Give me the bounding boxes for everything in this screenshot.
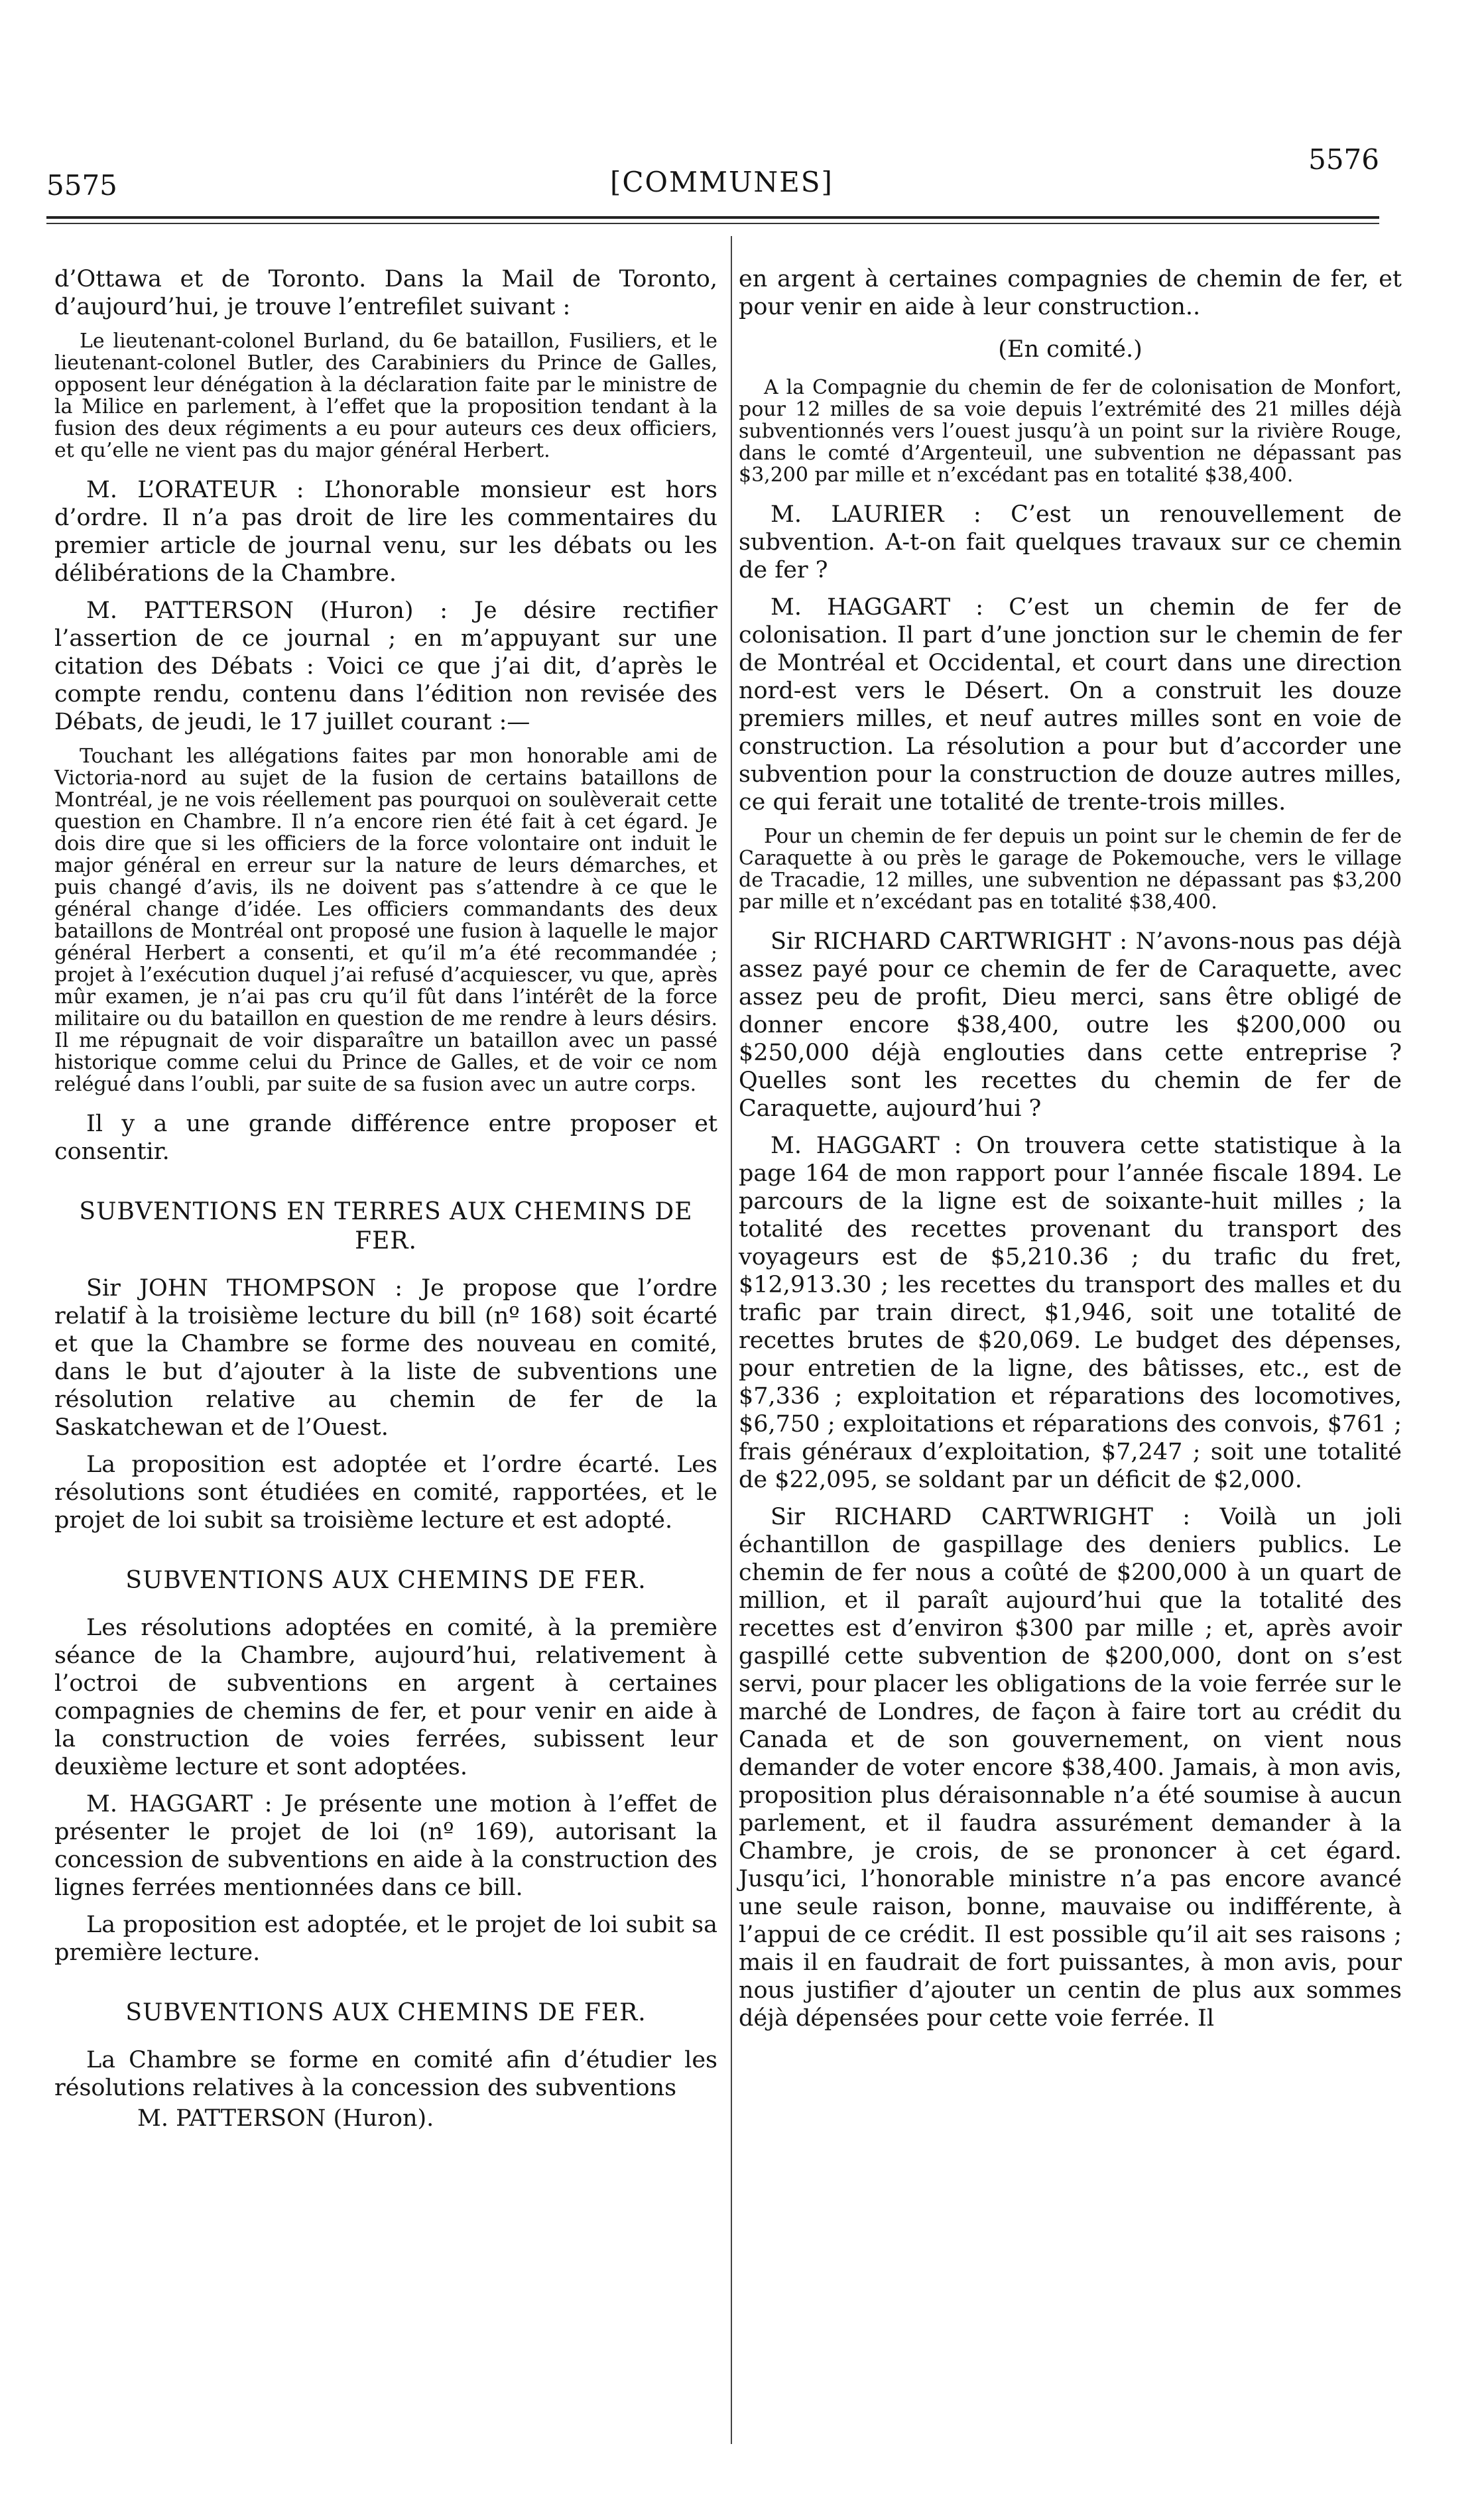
paragraph: La Chambre se forme en comité afin d’étudier les résolutions relatives à la concession des subventions — [54, 2047, 717, 2101]
section-heading: SUBVENTIONS EN TERRES AUX CHEMINS DE FER. — [79, 1198, 693, 1255]
paragraph-speaker: M. HAGGART : Je présente une motion à l’effet de présenter le projet de loi (nº 169), autorisant la concession de subventions en aide à la construction des lignes ferrées mentionnées dans ce bill. — [54, 1791, 717, 1901]
section-heading: SUBVENTIONS AUX CHEMINS DE FER. — [125, 1567, 647, 1594]
committee-note: (En comité.) — [998, 336, 1143, 363]
paragraph-speaker: Sir JOHN THOMPSON : Je propose que l’ordre relatif à la troisième lecture du bill (nº 168) soit écarté et que la Chambre se forme des nouveau en comité, dans le but d’ajouter à la liste de subventions une résolution relative au chemin de fer de la Saskatchewan et de l’Ouest. — [54, 1275, 717, 1441]
left-column — [54, 265, 717, 2142]
paragraph: La proposition est adoptée et l’ordre écarté. Les résolutions sont étudiées en comité, rapportées, et le projet de loi subit sa troisième lecture et est adopté. — [54, 1451, 717, 1534]
paragraph: Les résolutions adoptées en comité, à la première séance de la Chambre, aujourd’hui, relativement à l’octroi de subventions en argent à certaines compagnies de chemins de fer, et pour venir en aide à la construction de voies ferrées, subissent leur deuxième lecture et sont adoptées. — [54, 1615, 717, 1780]
paragraph-speaker: Sir RICHARD CARTWRIGHT : N’avons-nous pas déjà assez payé pour ce chemin de fer de Caraquette, avec assez peu de profit, Dieu merci, sans être obligé de donner encore $38,400, outre les $200,000 ou $250,000 déjà englouties dans cette entreprise ? Quelles sont les recettes du chemin de fer de Caraquette, aujourd’hui ? — [739, 928, 1402, 1122]
resolution-excerpt: A la Compagnie du chemin de fer de colonisation de Monfort, pour 12 milles de sa voie depuis l’extrémité des 21 milles déjà subventionnés vers l’ouest jusqu’à un point sur la rivière Rouge, dans le comté d’Argenteuil, une subvention ne dépassant pas $3,200 par mille et n’excédant pas en totalité $38,400. — [739, 376, 1402, 487]
paragraph: La proposition est adoptée, et le projet de loi subit sa première lecture. — [54, 1912, 717, 1966]
paragraph-speaker: Sir RICHARD CARTWRIGHT : Voilà un joli échantillon de gaspillage des deniers publics. Le chemin de fer nous a coûté de $200,000 à un quart de million, et il paraît aujourd’hui que la totalité des recettes est d’environ $300 par mille ; et, après avoir gaspillé cette subvention de $200,000, dont on s’est servi, pour placer les obligations de la voie ferrée sur le marché de Londres, de façon à faire tort au crédit du Canada et de son gouvernement, on vient nous demander de voter encore $38,400. Jamais, à mon avis, proposition plus déraisonnable n’a été soumise à aucun parlement, et il faudra assurément demander à la Chambre, je crois, de se prononcer à cet égard. Jusqu’ici, l’honorable ministre n’a pas encore avancé une seule raison, bonne, mauvaise ou indifférente, à l’appui de ce crédit. Il est possible qu’il ait ses raisons ; mais il en faudrait de fort puissantes, à mon avis, pour nous justifier d’ajouter un centin de plus aux sommes déjà dépensées pour cette voie ferrée. Il — [739, 1504, 1402, 2032]
paragraph: Il y a une grande différence entre proposer et consentir. — [54, 1111, 717, 1165]
paragraph-speaker: M. LAURIER : C’est un renouvellement de subvention. A-t-on fait quelques travaux sur ce chemin de fer ? — [739, 501, 1402, 583]
page-number-left: 5575 — [46, 169, 117, 202]
header-rule — [46, 216, 1379, 219]
paragraph-speaker: M. HAGGART : On trouvera cette statistique à la page 164 de mon rapport pour l’année fiscale 1894. Le parcours de la ligne est de soixante-huit milles ; la totalité des recettes provenant du transport des voyageurs est de $5,210.36 ; du trafic du fret, $12,913.30 ; les recettes du transport des malles et du trafic par train direct, $1,946, soit une totalité de recettes brutes de $20,069. Le budget des dépenses, pour entretien de la ligne, des bâtisses, etc., est de $7,336 ; exploitation et réparations des locomotives, $6,750 ; exploitations et réparations des convois, $761 ; frais généraux d’exploitation, $7,247 ; soit une totalité de $22,095, se soldant par un déficit de $2,000. — [739, 1133, 1402, 1493]
paragraph: en argent à certaines compagnies de chemin de fer, et pour venir en aide à leur construction.. — [739, 266, 1402, 320]
header-rule-thin — [46, 223, 1379, 224]
running-title: [COMMUNES] — [610, 166, 834, 198]
quoted-excerpt: Touchant les allégations faites par mon honorable ami de Victoria-nord au sujet de la fusion de certains bataillons de Montréal, je ne vois réellement pas pourquoi on soulèverait cette question en Chambre. Il n’a encore rien été fait à cet égard. Je dois dire que si les officiers de la force volontaire ont induit le major général en erreur sur la nature de leurs démarches, et puis changé d’avis, ils ne doivent pas s’attendre à ce que le général change d’idée. Les officiers commandants des deux bataillons de Montréal ont proposé une fusion à laquelle le major général Herbert a consenti, et qu’il m’a été recommandée ; projet à l’exécution duquel j’ai refusé d’acquiescer, vu que, après mûr examen, je n’ai pas cru qu’il fût dans l’intérêt de la force militaire ou du bataillon en question de me rendre à leurs désirs. Il me répugnait de voir disparaître un bataillon avec un passé historique comme celui du Prince de Galles, et de voir ce nom relégué dans l’oubli, par suite de sa fusion avec un autre corps. — [54, 745, 717, 1096]
column-divider — [731, 236, 732, 2444]
paragraph: d’Ottawa et de Toronto. Dans la Mail de Toronto, d’aujourd’hui, je trouve l’entrefilet suivant : — [54, 266, 717, 320]
section-heading: SUBVENTIONS AUX CHEMINS DE FER. — [125, 1999, 647, 2026]
quoted-excerpt: Le lieutenant-colonel Burland, du 6e bataillon, Fusiliers, et le lieutenant-colonel Butler, des Carabiniers du Prince de Galles, opposent leur dénégation à la déclaration faite par le ministre de la Milice en parlement, à l’effet que la proposition tendant à la fusion des deux régiments a eu pour auteurs ces deux officiers, et qu’elle ne vient pas du major général Herbert. — [54, 330, 717, 462]
speaker-name: M. PATTERSON (Huron). — [137, 2105, 434, 2132]
resolution-excerpt: Pour un chemin de fer depuis un point sur le chemin de fer de Caraquette à ou près le garage de Pokemouche, vers le village de Tracadie, 12 milles, une subvention ne dépassant pas $3,200 par mille et n’excédant pas en totalité $38,400. — [739, 825, 1402, 914]
page-header — [46, 133, 1379, 202]
paragraph-speaker: M. PATTERSON (Huron) : Je désire rectifier l’assertion de ce journal ; en m’appuyant sur une citation des Débats : Voici ce que j’ai dit, d’après le compte rendu, contenu dans l’édition non revisée des Débats, de jeudi, le 17 juillet courant :— — [54, 597, 717, 735]
paragraph-speaker: M. HAGGART : C’est un chemin de fer de colonisation. Il part d’une jonction sur le chemin de fer de Montréal et Occidental, et court dans une direction nord-est vers le Désert. On a construit les douze premiers milles, et neuf autres milles sont en voie de construction. La résolution a pour but d’accorder une subvention pour la construction de douze autres milles, ce qui ferait une totalité de trente-trois milles. — [739, 594, 1402, 816]
paragraph-speaker: M. L’ORATEUR : L’honorable monsieur est hors d’ordre. Il n’a pas droit de lire les commentaires du premier article de journal venu, sur les débats ou les délibérations de la Chambre. — [54, 477, 717, 587]
page-number-right: 5576 — [1308, 143, 1379, 176]
right-column — [739, 265, 1402, 2042]
